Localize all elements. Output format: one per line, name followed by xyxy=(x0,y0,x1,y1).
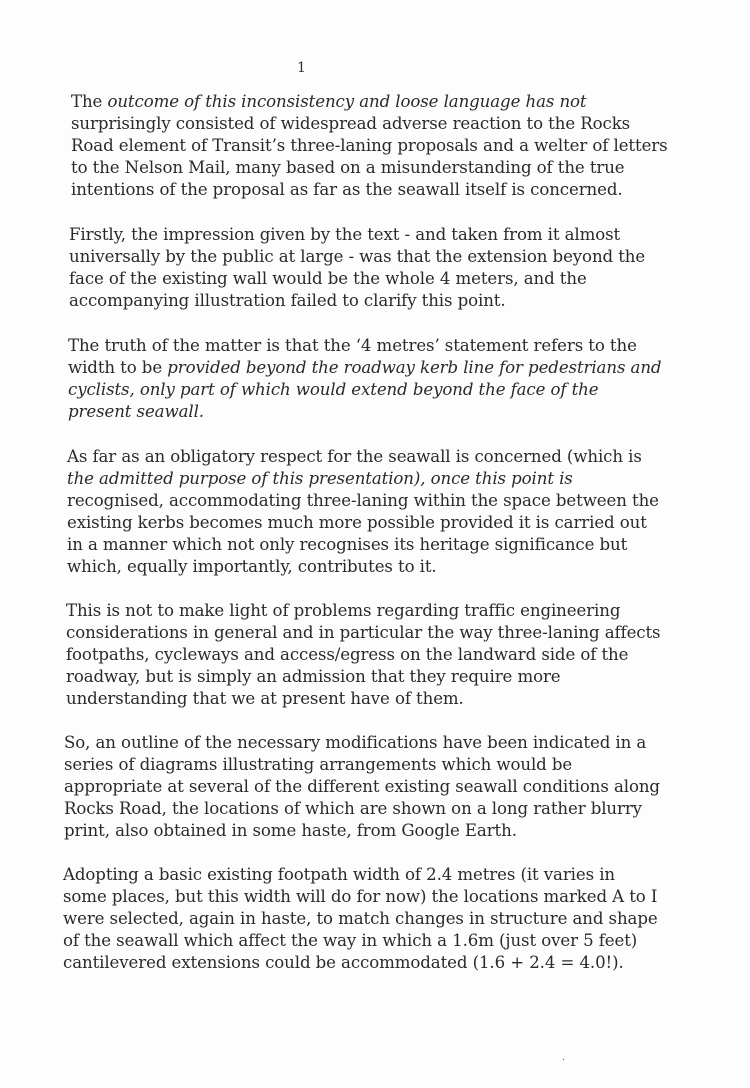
paragraph-modifications xyxy=(64,732,660,842)
text-line xyxy=(68,335,661,357)
text-run: Firstly, the impression given by the text - and taken from it almost xyxy=(69,225,621,244)
text-line xyxy=(68,379,661,401)
text-run: of the seawall which affect the way in which a 1.6m (just over 5 feet) xyxy=(63,931,638,950)
text-run: face of the existing wall would be the whole 4 meters, and the xyxy=(69,269,587,288)
text-run: So, an outline of the necessary modifications have been indicated in a xyxy=(64,733,647,752)
paragraph-firstly xyxy=(69,224,645,312)
text-run: width to be xyxy=(68,358,168,377)
text-run: recognised, accommodating three-laning within the space between the xyxy=(67,491,659,510)
text-run: This is not to make light of problems regarding traffic engineering xyxy=(66,601,621,620)
text-line xyxy=(71,157,668,179)
text-run: Road element of Transit’s three-laning proposals and a welter of letters xyxy=(71,136,668,155)
text-run: series of diagrams illustrating arrangements which would be xyxy=(64,755,573,774)
text-line xyxy=(67,468,659,490)
text-line xyxy=(71,113,668,135)
text-line xyxy=(67,556,659,578)
text-line xyxy=(63,908,658,930)
scan-speck: · xyxy=(562,1055,566,1066)
text-line xyxy=(64,820,660,842)
text-run: existing kerbs becomes much more possible provided it is carried out xyxy=(67,513,647,532)
text-line xyxy=(69,268,645,290)
italic-text: the admitted purpose of this presentation), once this point is xyxy=(67,469,573,488)
text-line xyxy=(68,357,661,379)
text-run: roadway, but is simply an admission that they require more xyxy=(66,667,561,686)
text-line xyxy=(66,622,660,644)
text-line xyxy=(64,754,660,776)
italic-text: cyclists, only part of which would extend beyond the face of the xyxy=(68,380,599,399)
text-run: accompanying illustration failed to clarify this point. xyxy=(69,291,506,310)
paragraph-outcome xyxy=(71,91,668,201)
text-run: universally by the public at large - was that the extension beyond the xyxy=(69,247,646,266)
paragraph-footpath-width xyxy=(63,864,658,974)
text-run: surprisingly consisted of widespread adverse reaction to the Rocks xyxy=(71,114,631,133)
text-run: The truth of the matter is that the ‘4 metres’ statement refers to the xyxy=(68,336,637,355)
text-run: Rocks Road, the locations of which are shown on a long rather blurry xyxy=(64,799,642,818)
text-line xyxy=(67,534,659,556)
text-line xyxy=(64,732,660,754)
text-line xyxy=(71,135,668,157)
text-run: The xyxy=(71,92,108,111)
text-run: in a manner which not only recognises its heritage significance but xyxy=(67,535,628,554)
text-line xyxy=(66,666,660,688)
text-run: appropriate at several of the different existing seawall conditions along xyxy=(64,777,660,796)
text-run: some places, but this width will do for now) the locations marked A to I xyxy=(63,887,658,906)
italic-text: provided beyond the roadway kerb line for pedestrians and xyxy=(167,358,662,377)
italic-text: outcome of this inconsistency and loose language has not xyxy=(107,92,587,111)
text-line xyxy=(66,600,660,622)
page-number: 1 xyxy=(297,60,306,76)
text-line xyxy=(71,91,668,113)
paragraph-traffic-engineering xyxy=(66,600,660,710)
text-run: As far as an obligatory respect for the seawall is concerned (which is xyxy=(67,447,642,466)
italic-text: present seawall. xyxy=(68,402,204,421)
text-line xyxy=(67,446,659,468)
text-run: cantilevered extensions could be accommodated (1.6 + 2.4 = 4.0!). xyxy=(63,953,624,972)
text-line xyxy=(68,401,661,423)
text-run: considerations in general and in particular the way three-laning affects xyxy=(66,623,661,642)
paragraph-truth xyxy=(68,335,661,423)
text-line xyxy=(66,688,660,710)
text-line xyxy=(64,776,660,798)
text-line xyxy=(69,224,645,246)
text-line xyxy=(63,864,658,886)
text-run: understanding that we at present have of them. xyxy=(66,689,464,708)
text-line xyxy=(63,886,658,908)
paragraph-seawall-respect xyxy=(67,446,659,578)
text-run: print, also obtained in some haste, from Google Earth. xyxy=(64,821,517,840)
text-run: to the Nelson Mail, many based on a misunderstanding of the true xyxy=(71,158,625,177)
text-run: intentions of the proposal as far as the seawall itself is concerned. xyxy=(71,180,623,199)
text-line xyxy=(66,644,660,666)
text-line xyxy=(64,798,660,820)
text-line xyxy=(63,952,658,974)
text-line xyxy=(71,179,668,201)
text-line xyxy=(69,290,645,312)
text-line xyxy=(67,512,659,534)
text-line xyxy=(67,490,659,512)
text-run: Adopting a basic existing footpath width of 2.4 metres (it varies in xyxy=(63,865,615,884)
text-run: which, equally importantly, contributes to it. xyxy=(67,557,437,576)
text-run: footpaths, cycleways and access/egress on the landward side of the xyxy=(66,645,629,664)
text-run: were selected, again in haste, to match changes in structure and shape xyxy=(63,909,658,928)
text-line xyxy=(63,930,658,952)
text-line xyxy=(69,246,645,268)
